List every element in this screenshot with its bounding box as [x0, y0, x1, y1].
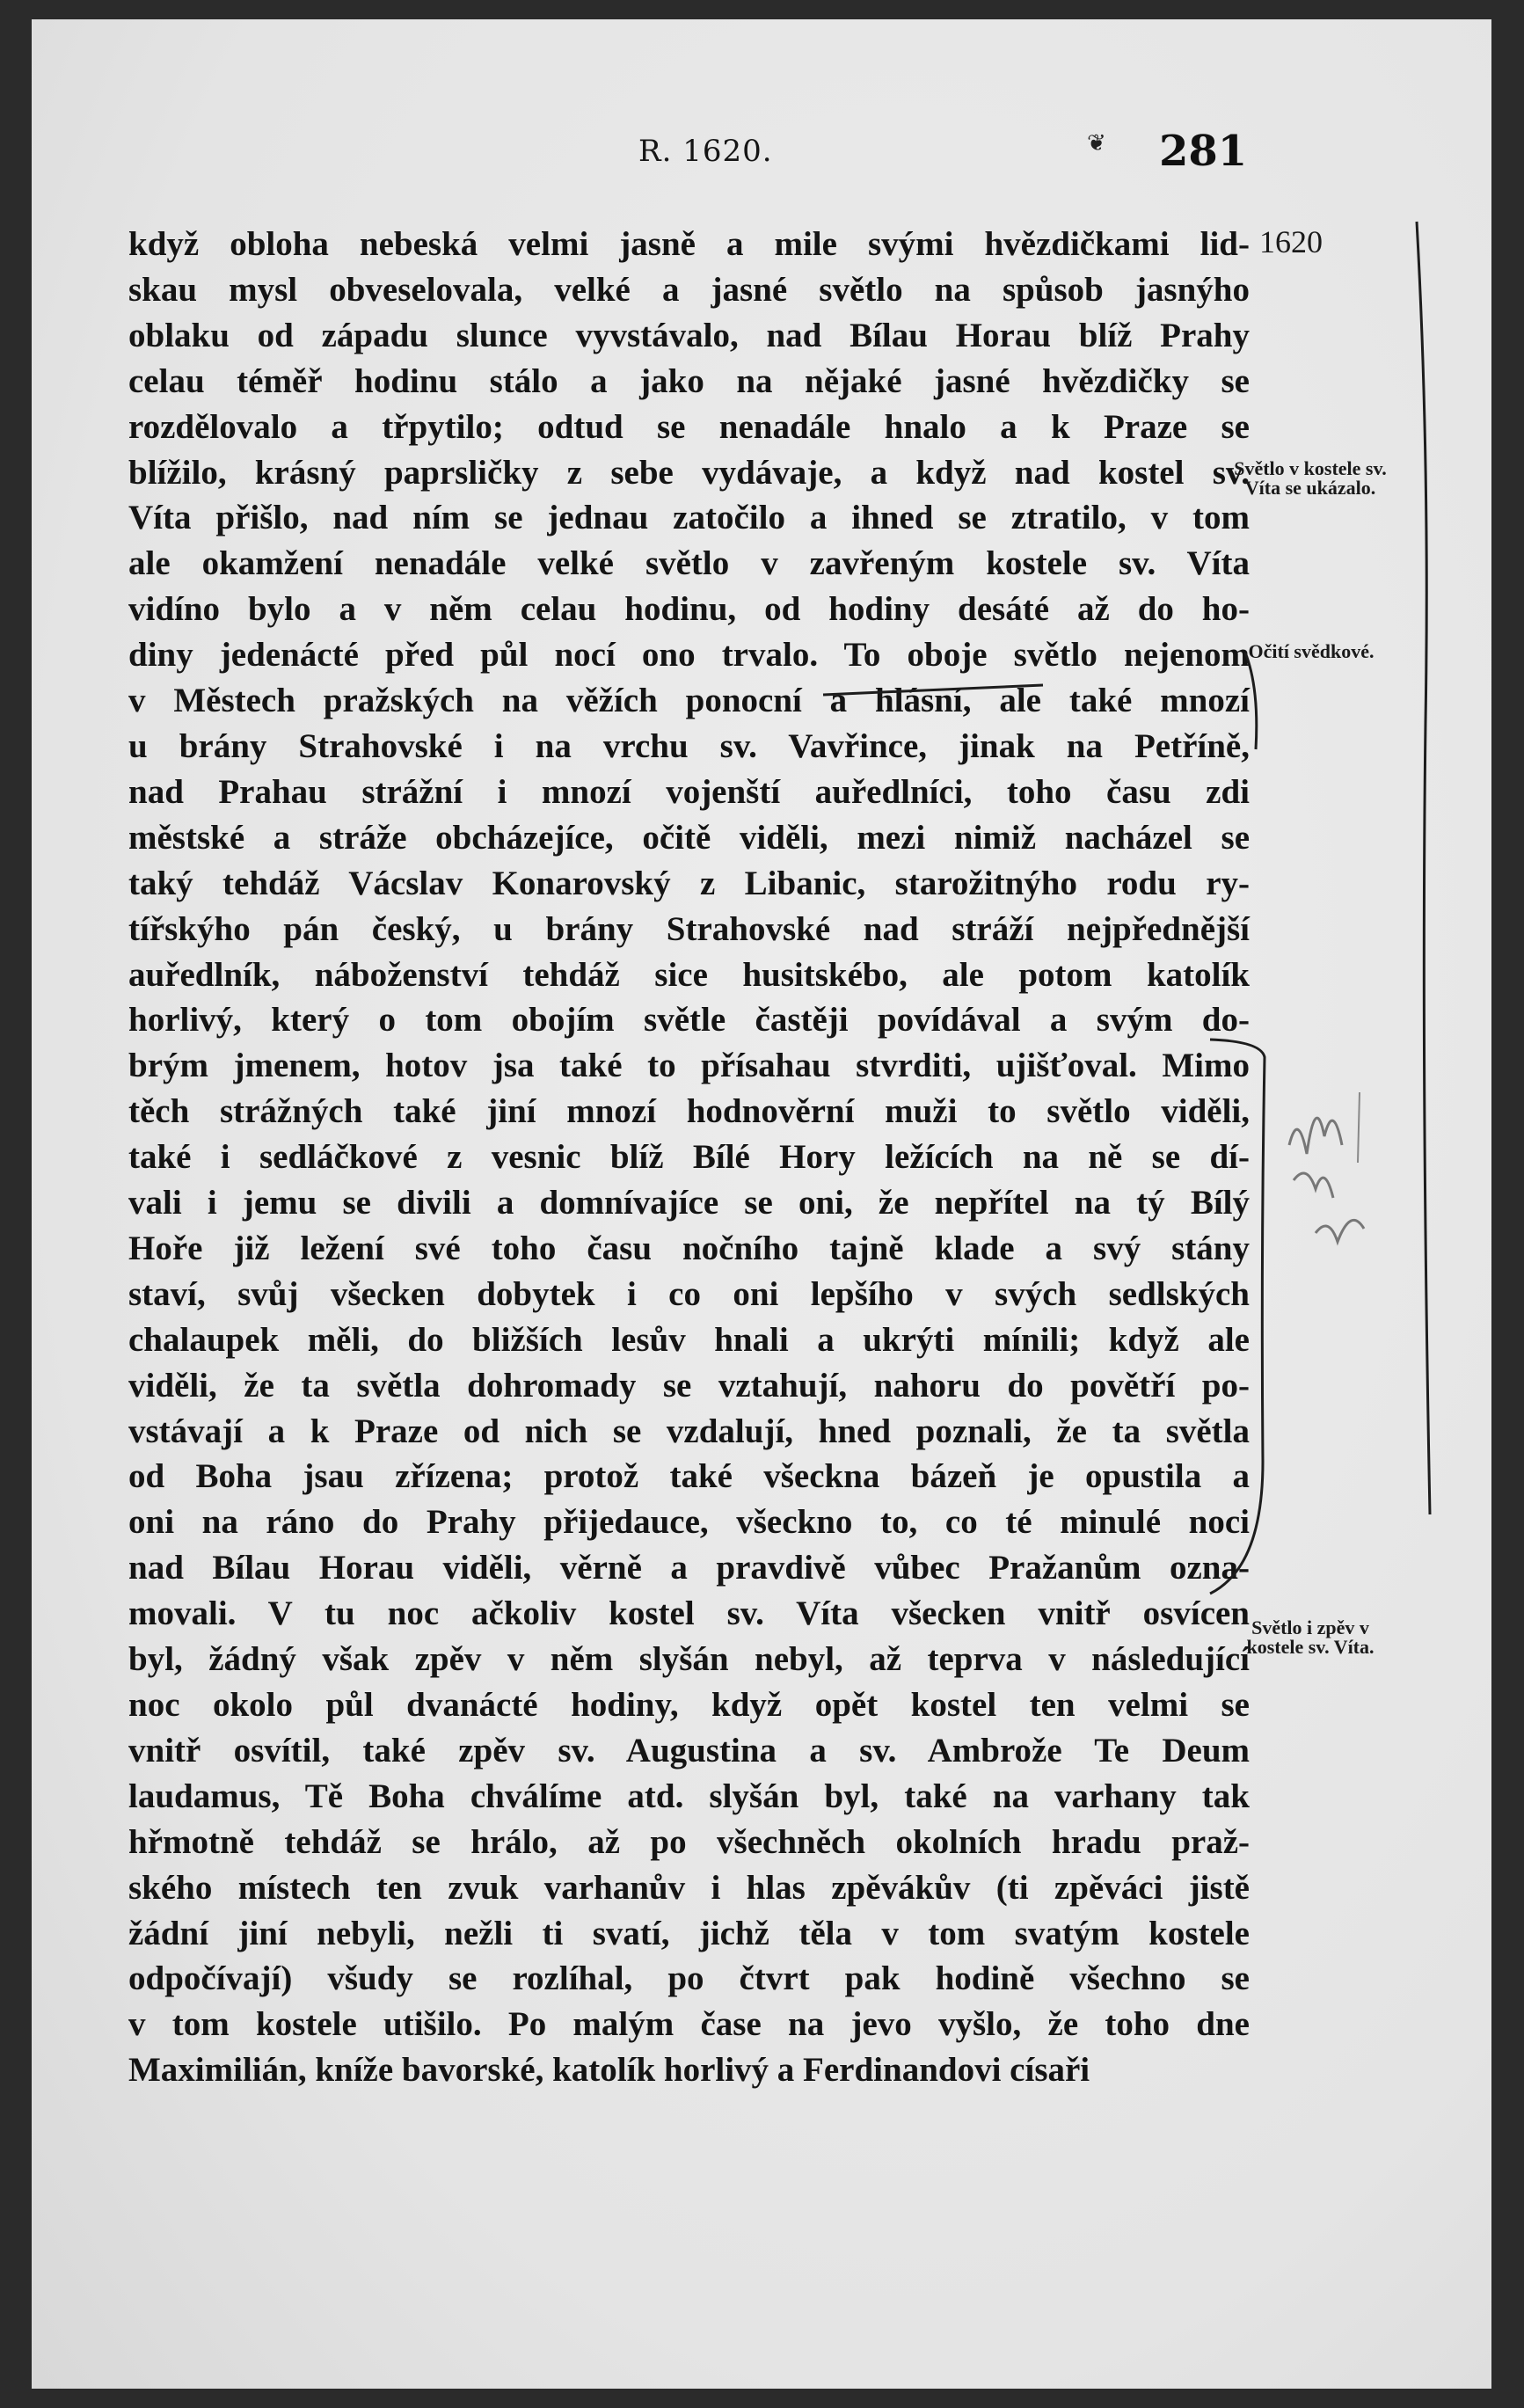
text-line: oblaku od západu slunce vyvstávalo, nad Bílau Horau blíž Prahy	[128, 316, 1250, 354]
text-line: těch strážných také jiní mnozí hodnověrní muži to světlo viděli,	[128, 1092, 1250, 1131]
text-line: vali i jemu se divili a domnívajíce se oni, že nepřítel na tý Bílý	[128, 1184, 1250, 1222]
text-line: od Boha jsau zřízena; protož také všeckna bázeň je opustila a	[128, 1457, 1250, 1496]
running-head: R. 1620.	[638, 134, 773, 169]
text-line: chalaupek měli, do bližších lesův hnali a ukrýti mínili; když ale	[128, 1320, 1250, 1359]
text-line: tířskýho pán český, u brány Strahovské nad stráží nejpřednější	[128, 909, 1250, 948]
text-line: oni na ráno do Prahy přijedauce, všeckno to, co té minulé noci	[128, 1503, 1250, 1542]
text-line: vnitř osvítil, také zpěv sv. Augustina a sv. Ambrože Te Deum	[128, 1731, 1250, 1770]
text-line: nad Prahau strážní i mnozí vojenští auředlníci, toho času zdi	[128, 772, 1250, 811]
text-line: také i sedláčkové z vesnic blíž Bílé Hory ležících na ně se dí-	[128, 1138, 1250, 1177]
text-line: viděli, že ta světla dohromady se vztahují, nahoru do povětří po-	[128, 1366, 1250, 1405]
book-page	[32, 19, 1491, 2389]
text-line: celau téměř hodinu stálo a jako na nějaké jasné hvězdičky se	[128, 361, 1250, 400]
text-line: Maximilián, kníže bavorské, katolík horlivý a Ferdinandovi císaři	[128, 2051, 1090, 2090]
text-line: hřmotně tehdáž se hrálo, až po všechněch okolních hradu praž-	[128, 1822, 1250, 1861]
text-line: Hoře již ležení své toho času nočního tajně klade a svý stány	[128, 1229, 1250, 1267]
text-line: nad Bílau Horau viděli, věrně a pravdivě vůbec Pražanům ozna-	[128, 1549, 1250, 1587]
text-line: ale okamžení nenadále velké světlo v zavřeným kostele sv. Víta	[128, 544, 1250, 583]
text-line: brým jmenem, hotov jsa také to přísahau stvrditi, ujišťoval. Mimo	[128, 1047, 1250, 1085]
text-line: odpočívají) všudy se rozlíhal, po čtvrt pak hodině všechno se	[128, 1959, 1250, 1998]
body-text	[128, 222, 1250, 2093]
text-line: žádní jiní nebyli, nežli ti svatí, jichž těla v tom svatým kostele	[128, 1914, 1250, 1952]
text-line: u brány Strahovské i na vrchu sv. Vavřince, jinak na Petříně,	[128, 726, 1250, 765]
text-line: laudamus, Tě Boha chválíme atd. slyšán byl, také na varhany tak	[128, 1777, 1250, 1815]
text-line: diny jedenácté před půl nocí ono trvalo. To oboje světlo nejenom	[128, 636, 1250, 675]
text-line: byl, žádný však zpěv v něm slyšán nebyl, až teprva v následující	[128, 1640, 1250, 1679]
text-line: taký tehdáž Vácslav Konarovský z Libanic, starožitnýho rodu ry-	[128, 864, 1250, 902]
text-line: noc okolo půl dvanácté hodiny, když opět kostel ten velmi se	[128, 1686, 1250, 1724]
text-line: v Městech pražských na věžích ponocní a hlásní, ale také mnozí	[128, 682, 1250, 720]
text-line: blížilo, krásný paprsličky z sebe vydávaje, a když nad kostel sv.	[128, 453, 1250, 492]
text-line: ského místech ten zvuk varhanův i hlas zpěvákův (ti zpěváci jistě	[128, 1868, 1250, 1907]
margin-note: Světlo v kostele sv. Víta se ukázalo.	[1234, 457, 1387, 499]
text-line: staví, svůj všecken dobytek i co oni lepšího v svých sedlských	[128, 1274, 1250, 1313]
margin-note: Světlo i zpěv v kostele sv. Víta.	[1246, 1616, 1375, 1658]
text-line: když obloha nebeská velmi jasně a mile svými hvězdičkami lid-	[128, 225, 1250, 263]
text-line: movali. V tu noc ačkoliv kostel sv. Víta všecken vnitř osvícen	[128, 1594, 1250, 1633]
text-line: vidíno bylo a v něm celau hodinu, od hodiny desáté až do ho-	[128, 590, 1250, 629]
text-line: v tom kostele utišilo. Po malým čase na jevo vyšlo, že toho dne	[128, 2005, 1250, 2044]
text-line: horlivý, který o tom obojím světle častěji povídával a svým do-	[128, 1001, 1250, 1040]
margin-year: 1620	[1259, 224, 1323, 259]
text-line: auředlník, náboženství tehdáž sice husitskébo, ale potom katolík	[128, 955, 1250, 994]
text-line: skau mysl obveselovala, velké a jasné světlo na spůsob jasnýho	[128, 270, 1250, 309]
text-line: vstávají a k Praze od nich se vzdalují, hned poznali, že ta světla	[128, 1412, 1250, 1450]
text-line: městské a stráže obcházejíce, očitě viděli, mezi nimiž nacházel se	[128, 818, 1250, 857]
page-header	[32, 127, 1491, 186]
page-number: 281	[1159, 127, 1248, 176]
printer-mark: ❦	[1087, 130, 1106, 157]
text-line: Víta přišlo, nad ním se jednau zatočilo a ihned se ztratilo, v tom	[128, 499, 1250, 537]
text-line: rozdělovalo a třpytilo; odtud se nenadále hnalo a k Praze se	[128, 407, 1250, 446]
margin-note: Očití svědkové.	[1248, 640, 1375, 662]
pencil-scribble	[1280, 1075, 1386, 1268]
